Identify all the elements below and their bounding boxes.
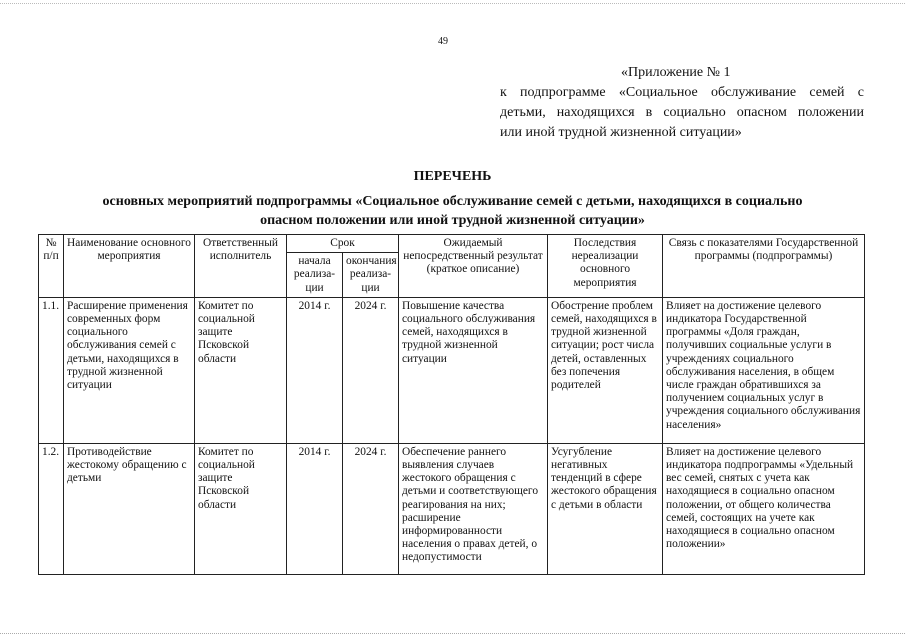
page-number: 49 [438,36,448,47]
subtitle-line: опасном положении или иной трудной жизненной ситуации» [260,213,645,228]
appendix-line: детьми, находящихся в социально опасном положении [500,105,864,120]
appendix-line: к подпрограмме «Социальное обслуживание семей с [500,85,864,100]
cell-end: 2024 г. [343,443,399,574]
measures-table [38,234,865,575]
cell-result: Обеспечение раннего выявления случаев жестокого обращения с детьми и соответствующего реагирования на них; расширение информированности населения о правах детей, о недопустимости [399,443,548,574]
table-row [39,297,865,443]
header-consequences: Последствия нереализации основного мероприятия [548,235,663,298]
cell-name: Противодействие жестокому обращению с детьми [64,443,195,574]
header-end: окончания реализа-ции [343,253,399,298]
cell-start: 2014 г. [287,297,343,443]
scan-edge-bottom [0,633,905,634]
document-subtitle [0,192,905,230]
header-result: Ожидаемый непосредственный результат (краткое описание) [399,235,548,298]
header-link: Связь с показателями Государственной программы (подпрограммы) [663,235,865,298]
table-header-row [39,235,865,253]
header-num: № п/п [39,235,64,298]
cell-link: Влияет на достижение целевого индикатора Государственной программы «Доля граждан, получивших социальные услуги в учреждениях социального обслуживания населения, в общем числе граждан обратившихся за получением социальных услуг в учреждения социального обслуживания населения» [663,297,865,443]
cell-end: 2024 г. [343,297,399,443]
header-start: начала реализа-ции [287,253,343,298]
cell-executor: Комитет по социальной защите Псковской области [195,297,287,443]
header-executor: Ответственный исполнитель [195,235,287,298]
cell-consequences: Обострение проблем семей, находящихся в трудной жизненной ситуации; рост числа детей, оставленных без попечения родителей [548,297,663,443]
cell-num: 1.2. [39,443,64,574]
cell-consequences: Усугубление негативных тенденций в сфере жестокого обращения с детьми в области [548,443,663,574]
cell-start: 2014 г. [287,443,343,574]
appendix-block [500,63,864,143]
header-term: Срок [287,235,399,253]
appendix-line: или иной трудной жизненной ситуации» [500,125,742,140]
table-row [39,443,865,574]
cell-name: Расширение применения современных форм социального обслуживания семей с детьми, находящихся в трудной жизненной ситуации [64,297,195,443]
cell-executor: Комитет по социальной защите Псковской области [195,443,287,574]
scan-edge-top [0,3,905,4]
cell-link: Влияет на достижение целевого индикатора подпрограммы «Удельный вес семей, снятых с учета как находящиеся в социально опасном положении, от общего количества семей, состоящих на учете как находящиеся в социально опасном положении» [663,443,865,574]
subtitle-line: основных мероприятий подпрограммы «Социальное обслуживание семей с детьми, находящихся в социально [102,194,803,209]
cell-num: 1.1. [39,297,64,443]
appendix-title: «Приложение № 1 [621,65,731,80]
document-title: ПЕРЕЧЕНЬ [413,169,492,184]
header-name: Наименование основного мероприятия [64,235,195,298]
cell-result: Повышение качества социального обслуживания семей, находящихся в трудной жизненной ситуации [399,297,548,443]
